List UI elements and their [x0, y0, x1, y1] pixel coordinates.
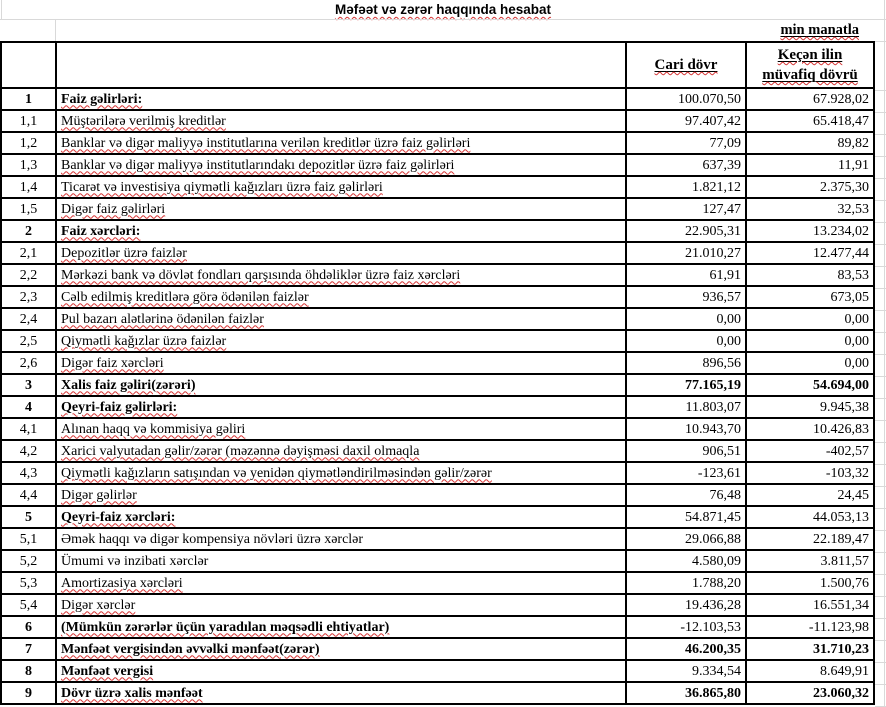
sheet-gridline: [875, 354, 886, 355]
row-label-cell: [56, 616, 626, 638]
row-number-cell: 9: [1, 682, 56, 704]
row-number-cell: 2: [1, 220, 56, 242]
current-period-cell: 77.165,19: [626, 374, 746, 396]
previous-period-cell: 54.694,00: [746, 374, 874, 396]
row-label-cell: [56, 462, 626, 484]
row-label-text: Faiz gəlirləri:: [61, 91, 143, 107]
row-label-cell: [56, 242, 626, 264]
table-row: [1, 638, 874, 660]
sheet-gridline: [875, 112, 886, 113]
table-row: [1, 110, 874, 132]
profit-loss-table: [0, 41, 875, 705]
current-period-cell: 11.803,07: [626, 396, 746, 418]
previous-period-cell: 1.500,76: [746, 572, 874, 594]
sheet-gridline: [875, 200, 886, 201]
table-row: [1, 396, 874, 418]
table-row: [1, 594, 874, 616]
row-number-cell: 3: [1, 374, 56, 396]
current-period-cell: 36.865,80: [626, 682, 746, 704]
table-row: [1, 484, 874, 506]
previous-period-cell: 12.477,44: [746, 242, 874, 264]
row-label-text: Pul bazarı alətlərinə ödənilən faizlər: [61, 311, 264, 327]
row-label-cell: [56, 418, 626, 440]
table-row: [1, 418, 874, 440]
row-label-text: (Mümkün zərərlər üçün yaradılan məqsədli ehtiyatlar): [61, 619, 390, 635]
current-period-cell: 21.010,27: [626, 242, 746, 264]
header-previous-line1: Keçən ilin: [777, 47, 843, 63]
previous-period-cell: 44.053,13: [746, 506, 874, 528]
previous-period-cell: 9.945,38: [746, 396, 874, 418]
row-number-cell: 2,6: [1, 352, 56, 374]
previous-period-cell: 11,91: [746, 154, 874, 176]
current-period-cell: 936,57: [626, 286, 746, 308]
row-number-cell: 1,2: [1, 132, 56, 154]
current-period-cell: 4.580,09: [626, 550, 746, 572]
row-number-cell: 4,3: [1, 462, 56, 484]
row-label-cell: [56, 484, 626, 506]
row-label-text: Ümumi və inzibati xərclər: [61, 553, 209, 569]
previous-period-cell: 13.234,02: [746, 220, 874, 242]
table-row: [1, 242, 874, 264]
table-row: [1, 440, 874, 462]
current-period-cell: 46.200,35: [626, 638, 746, 660]
row-label-text: Digər faiz gəlirləri: [61, 201, 166, 217]
table-row: [1, 286, 874, 308]
row-number-cell: 5,1: [1, 528, 56, 550]
row-label-text: Müştərilərə verilmiş kreditlər: [61, 113, 226, 129]
previous-period-cell: 0,00: [746, 308, 874, 330]
table-row: [1, 154, 874, 176]
row-label-cell: [56, 506, 626, 528]
sheet-gridline: [875, 420, 886, 421]
row-label-cell: [56, 176, 626, 198]
current-period-cell: 54.871,45: [626, 506, 746, 528]
table-row: [1, 264, 874, 286]
row-label-cell: [56, 572, 626, 594]
unit-note-text: min manatla: [780, 22, 859, 38]
sheet-gridline: [875, 464, 886, 465]
row-label-text: Qiymətli kağızlar üzrə faizlər: [61, 333, 227, 349]
sheet-gridline: [875, 266, 886, 267]
row-label-text: Depozitlər üzrə faizlər: [61, 245, 187, 261]
row-label-text: Mənfəət vergisindən əvvəlki mənfəət(zərər): [61, 641, 320, 657]
row-label-cell: [56, 396, 626, 418]
sheet-gridline: [875, 156, 886, 157]
row-label-cell: [56, 528, 626, 550]
previous-period-cell: 16.551,34: [746, 594, 874, 616]
sheet-gridline: [875, 574, 886, 575]
row-label-cell: [56, 198, 626, 220]
table-row: [1, 572, 874, 594]
current-period-cell: -12.103,53: [626, 616, 746, 638]
sheet-gridline: [875, 90, 886, 91]
current-period-cell: 77,09: [626, 132, 746, 154]
sheet-gridline: [875, 530, 886, 531]
previous-period-cell: 89,82: [746, 132, 874, 154]
current-period-cell: 1.821,12: [626, 176, 746, 198]
table-row: [1, 330, 874, 352]
current-period-cell: 637,39: [626, 154, 746, 176]
row-number-cell: 1,1: [1, 110, 56, 132]
row-number-cell: 2,3: [1, 286, 56, 308]
current-period-cell: 0,00: [626, 330, 746, 352]
table-row: [1, 352, 874, 374]
table-row: [1, 550, 874, 572]
previous-period-cell: 10.426,83: [746, 418, 874, 440]
row-label-cell: [56, 374, 626, 396]
row-label-text: Digər gəlirlər: [61, 487, 137, 503]
table-row: [1, 616, 874, 638]
table-row: [1, 198, 874, 220]
row-label-text: Dövr üzrə xalis mənfəət: [61, 685, 203, 701]
sheet-gridline: [875, 508, 886, 509]
row-number-cell: 6: [1, 616, 56, 638]
previous-period-cell: 0,00: [746, 330, 874, 352]
previous-period-cell: -402,57: [746, 440, 874, 462]
header-number-cell: [1, 42, 56, 88]
row-number-cell: 1: [1, 88, 56, 110]
current-period-cell: 29.066,88: [626, 528, 746, 550]
header-label-cell: [56, 42, 626, 88]
row-label-cell: [56, 264, 626, 286]
table-row: [1, 132, 874, 154]
row-label-cell: [56, 88, 626, 110]
sheet-gridline: [875, 596, 886, 597]
row-label-cell: [56, 220, 626, 242]
row-number-cell: 5: [1, 506, 56, 528]
sheet-gridline: [875, 618, 886, 619]
previous-period-cell: 0,00: [746, 352, 874, 374]
sheet-gridline: [0, 19, 886, 20]
previous-period-cell: 2.375,30: [746, 176, 874, 198]
row-label-text: Digər xərclər: [61, 597, 136, 613]
sheet-gridline: [875, 178, 886, 179]
row-label-text: Qeyri-faiz xərcləri:: [61, 509, 176, 525]
previous-period-cell: 24,45: [746, 484, 874, 506]
row-label-cell: [56, 660, 626, 682]
sheet-gridline: [875, 398, 886, 399]
row-label-cell: [56, 308, 626, 330]
table-row: [1, 462, 874, 484]
current-period-cell: 61,91: [626, 264, 746, 286]
current-period-cell: 1.788,20: [626, 572, 746, 594]
row-label-text: Faiz xərcləri:: [61, 223, 141, 239]
row-label-text: Cəlb edilmiş kreditlərə görə ödənilən faizlər: [61, 289, 309, 305]
row-number-cell: 4: [1, 396, 56, 418]
row-label-text: Qeyri-faiz gəlirləri:: [61, 399, 178, 415]
row-number-cell: 4,4: [1, 484, 56, 506]
previous-period-cell: 31.710,23: [746, 638, 874, 660]
row-label-cell: [56, 154, 626, 176]
report-title: Məfəət və zərər haqqında hesabat: [334, 2, 552, 17]
current-period-cell: 10.943,70: [626, 418, 746, 440]
sheet-gridline: [875, 244, 886, 245]
sheet-gridline: [875, 222, 886, 223]
table-row: [1, 682, 874, 704]
previous-period-cell: -11.123,98: [746, 616, 874, 638]
row-label-cell: [56, 110, 626, 132]
current-period-cell: 896,56: [626, 352, 746, 374]
current-period-cell: 906,51: [626, 440, 746, 462]
current-period-cell: 127,47: [626, 198, 746, 220]
table-row: [1, 528, 874, 550]
header-current-period: [626, 42, 746, 88]
sheet-gridline: [875, 662, 886, 663]
row-number-cell: 5,3: [1, 572, 56, 594]
header-row: [1, 42, 874, 88]
row-number-cell: 5,4: [1, 594, 56, 616]
table-row: [1, 308, 874, 330]
previous-period-cell: 65.418,47: [746, 110, 874, 132]
table-row: [1, 88, 874, 110]
row-label-text: Ticarət və investisiya qiymətli kağızları üzrə faiz gəlirləri: [61, 179, 383, 195]
row-label-cell: [56, 550, 626, 572]
row-label-text: Banklar və digər maliyyə institutlarına verilən kreditlər üzrə faiz gəlirləri: [61, 135, 471, 151]
table-row: [1, 506, 874, 528]
previous-period-cell: 67.928,02: [746, 88, 874, 110]
sheet-gridline: [875, 376, 886, 377]
current-period-cell: 19.436,28: [626, 594, 746, 616]
sheet-gridline: [875, 442, 886, 443]
table-row: [1, 660, 874, 682]
header-previous-period: [746, 42, 874, 88]
row-label-text: Xarici valyutadan gəlir/zərər (məzənnə dəyişməsi daxil olmaqla: [61, 443, 420, 459]
row-label-text: Qiymətli kağızların satışından və yenidən qiymətləndirilməsindən gəlir/zərər: [61, 465, 492, 481]
row-number-cell: 2,4: [1, 308, 56, 330]
table-row: [1, 220, 874, 242]
previous-period-cell: 673,05: [746, 286, 874, 308]
current-period-cell: 22.905,31: [626, 220, 746, 242]
current-period-cell: 9.334,54: [626, 660, 746, 682]
sheet-gridline: [875, 332, 886, 333]
previous-period-cell: 23.060,32: [746, 682, 874, 704]
previous-period-cell: 32,53: [746, 198, 874, 220]
header-current-period-text: Cari dövr: [654, 57, 718, 73]
table-row: [1, 374, 874, 396]
row-label-text: Banklar və digər maliyyə institutlarındakı depozitlər üzrə faiz gəlirləri: [61, 157, 455, 173]
current-period-cell: 97.407,42: [626, 110, 746, 132]
sheet-gridline: [875, 41, 886, 42]
sheet-gridline: [875, 640, 886, 641]
row-label-text: Xalis faiz gəliri(zərəri): [61, 377, 196, 393]
current-period-cell: 76,48: [626, 484, 746, 506]
row-number-cell: 7: [1, 638, 56, 660]
row-number-cell: 4,2: [1, 440, 56, 462]
row-number-cell: 2,5: [1, 330, 56, 352]
row-label-cell: [56, 286, 626, 308]
previous-period-cell: 8.649,91: [746, 660, 874, 682]
row-label-text: Alınan haqq və kommisiya gəliri: [61, 421, 246, 437]
row-label-cell: [56, 682, 626, 704]
sheet-gridline: [875, 134, 886, 135]
unit-note: [0, 20, 873, 41]
sheet-gridline: [875, 288, 886, 289]
row-label-cell: [56, 352, 626, 374]
row-number-cell: 2,1: [1, 242, 56, 264]
row-label-text: Mənfəət vergisi: [61, 663, 154, 679]
row-label-cell: [56, 132, 626, 154]
sheet-gridline: [875, 486, 886, 487]
row-label-cell: [56, 594, 626, 616]
table-row: [1, 176, 874, 198]
row-number-cell: 1,3: [1, 154, 56, 176]
row-number-cell: 1,5: [1, 198, 56, 220]
row-label-cell: [56, 638, 626, 660]
current-period-cell: 100.070,50: [626, 88, 746, 110]
sheet-gridline: [875, 684, 886, 685]
row-label-text: Əmək haqqı və digər kompensiya növləri üzrə xərclər: [61, 531, 364, 547]
sheet-gridline: [875, 310, 886, 311]
row-label-text: Digər faiz xərcləri: [61, 355, 164, 371]
row-number-cell: 4,1: [1, 418, 56, 440]
previous-period-cell: 83,53: [746, 264, 874, 286]
row-label-text: Mərkəzi bank və dövlət fondları qarşısında öhdəliklər üzrə faiz xərcləri: [61, 267, 461, 283]
row-label-cell: [56, 440, 626, 462]
row-number-cell: 8: [1, 660, 56, 682]
row-number-cell: 1,4: [1, 176, 56, 198]
sheet-gridline: [55, 20, 56, 41]
row-number-cell: 2,2: [1, 264, 56, 286]
previous-period-cell: 22.189,47: [746, 528, 874, 550]
current-period-cell: 0,00: [626, 308, 746, 330]
previous-period-cell: -103,32: [746, 462, 874, 484]
sheet-gridline: [1, 0, 2, 20]
current-period-cell: -123,61: [626, 462, 746, 484]
row-label-text: Amortizasiya xərcləri: [61, 575, 183, 591]
header-previous-line2: müvafiq dövrü: [762, 67, 858, 83]
row-label-cell: [56, 330, 626, 352]
row-number-cell: 5,2: [1, 550, 56, 572]
sheet-gridline: [875, 552, 886, 553]
previous-period-cell: 3.811,57: [746, 550, 874, 572]
